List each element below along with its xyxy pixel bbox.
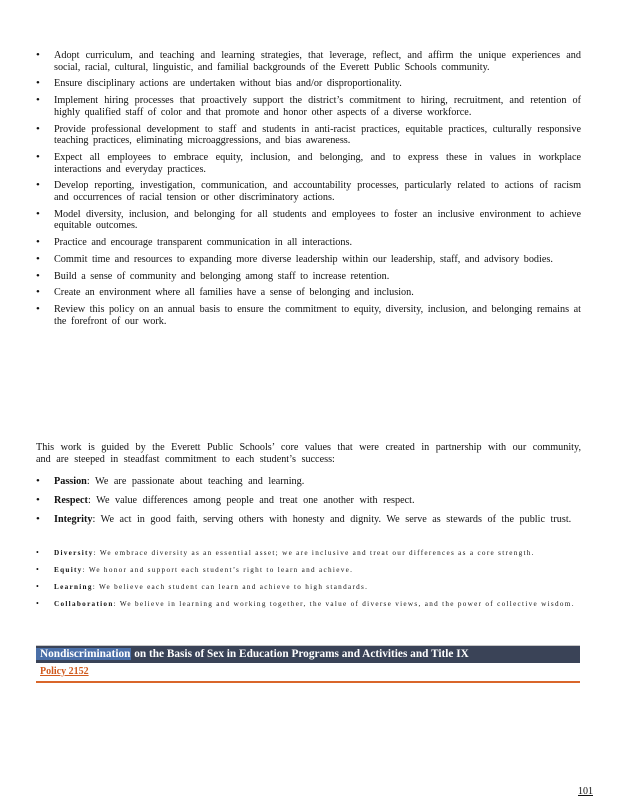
core-values-list — [36, 476, 581, 532]
core-value-term: Passion — [54, 476, 87, 487]
core-value-term: Diversity — [54, 549, 94, 557]
core-value-text: : We believe each student can learn and achieve to high standards. — [92, 583, 369, 591]
page-number: 101 — [578, 786, 593, 797]
list-item: • Ensure disciplinary actions are undertaken without bias and/or disproportionality. — [36, 78, 581, 90]
small-core-values-list — [36, 548, 581, 616]
core-values-intro: This work is guided by the Everett Public Schools’ core values that were created in partnership with our community, and are steeped in steadfast commitment to each student’s success: — [36, 442, 581, 465]
core-value-item — [36, 514, 581, 526]
list-item: • Review this policy on an annual basis to ensure the commitment to equity, diversity, inclusion, and belonging remains at the forefront of our work. — [36, 304, 581, 327]
list-item: • Provide professional development to staff and students in anti-racist practices, equitable practices, culturally responsive teaching practices, eliminating microaggressions, and bias awareness. — [36, 124, 581, 147]
core-value-term: Collaboration — [54, 600, 114, 608]
core-value-text: : We honor and support each student’s right to learn and achieve. — [82, 566, 354, 574]
list-item: • Adopt curriculum, and teaching and learning strategies, that leverage, reflect, and affirm the unique experiences and social, racial, cultural, linguistic, and familial backgrounds of the Everett Public Schools community. — [36, 50, 581, 73]
list-item: • Expect all employees to embrace equity, inclusion, and belonging, and to express these in values in workplace interactions and everyday practices. — [36, 152, 581, 175]
core-value-text: : We value differences among people and treat one another with respect. — [87, 494, 415, 506]
core-value-item — [36, 476, 581, 488]
policy-number-link[interactable]: Policy 2152 — [40, 666, 89, 677]
list-item: • Practice and encourage transparent communication in all interactions. — [36, 237, 581, 249]
core-value-item — [36, 548, 581, 558]
core-value-item — [36, 582, 581, 592]
core-value-item — [36, 599, 581, 609]
banner-highlight: Nondiscrimination — [36, 648, 131, 660]
core-value-term: Learning — [54, 583, 93, 591]
list-item: • Build a sense of community and belonging among staff to increase retention. — [36, 271, 581, 283]
commitments-list — [36, 50, 581, 332]
core-value-text: : We believe in learning and working together, the value of diverse views, and the power of collective wisdom. — [113, 600, 575, 608]
core-value-text: : We act in good faith, serving others with honesty and dignity. We serve as stewards of the public trust. — [92, 513, 572, 525]
core-value-item — [36, 565, 581, 575]
core-value-term: Integrity — [54, 513, 93, 525]
section-divider — [36, 681, 580, 683]
core-value-item — [36, 495, 581, 507]
banner-title-rest: on the Basis of Sex in Education Programs and Activities and Title IX — [131, 648, 469, 660]
policy-title-banner — [36, 645, 580, 663]
list-item: • Create an environment where all families have a sense of belonging and inclusion. — [36, 287, 581, 299]
core-value-term: Respect — [54, 494, 88, 506]
list-item: • Commit time and resources to expanding more diverse leadership within our leadership, staff, and advisory bodies. — [36, 254, 581, 266]
core-value-text: : We embrace diversity as an essential asset; we are inclusive and treat our differences as a core strength. — [93, 549, 535, 557]
list-item: • Implement hiring processes that proactively support the district’s commitment to hiring, recruitment, and retention of highly qualified staff of color and that promote and honor other aspects of a diverse workforce. — [36, 95, 581, 118]
list-item: • Model diversity, inclusion, and belonging for all students and employees to foster an inclusive environment to achieve equitable outcomes. — [36, 209, 581, 232]
core-value-text: : We are passionate about teaching and learning. — [86, 476, 305, 487]
list-item: • Develop reporting, investigation, communication, and accountability processes, particularly related to actions of racism and occurrences of racial tension or other discriminatory actions. — [36, 180, 581, 203]
core-value-term: Equity — [54, 566, 83, 574]
